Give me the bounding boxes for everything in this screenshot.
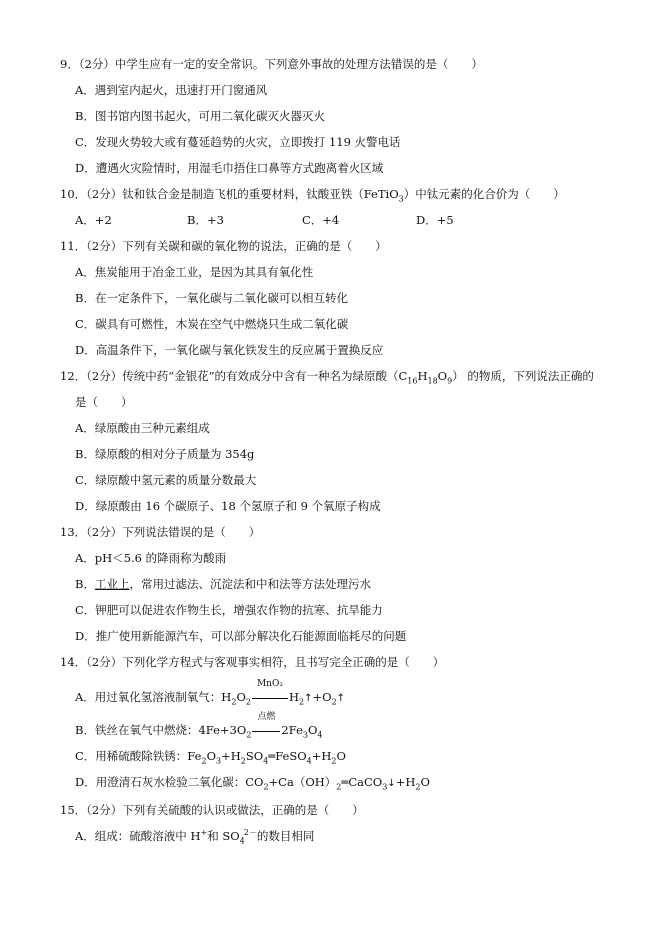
formula-h: H: [417, 369, 428, 383]
question-12-option-c: C．绿原酸中氢元素的质量分数最大: [75, 473, 257, 487]
question-10-stem-text: 10．（2分）钛和钛合金是制造飞机的重要材料，钛酸亚铁（FeTiO: [60, 187, 399, 201]
question-9-option-c: C．发现火势较大或有蔓延趋势的火灾，立即拨打 119 火警电话: [75, 135, 401, 149]
question-13-option-b: [75, 576, 371, 592]
option-text: C．用稀硫酸除铁锈：Fe: [75, 749, 202, 763]
question-13-stem: 13．（2分）下列说法错误的是（ ）: [60, 525, 261, 539]
question-9-option-b: B．图书馆内图书起火，可用二氧化碳灭火器灭火: [75, 109, 325, 123]
formula-o: O: [437, 369, 448, 383]
subscript: 18: [427, 376, 438, 386]
subscript: 3: [398, 194, 404, 204]
question-9-option-d: D．遭遇火灾险情时，用湿毛巾捂住口鼻等方式跑离着火区域: [75, 161, 384, 175]
option-text: D．用澄清石灰水检验二氧化碳：CO: [75, 775, 264, 789]
question-15-stem: 15．（2分）下列有关硫酸的认识或做法，正确的是（ ）: [60, 803, 364, 817]
question-10-option-c: C．+4: [302, 213, 340, 227]
precipitate-arrow-icon: ↓: [387, 778, 396, 789]
catalyst-label: MnO₂: [256, 679, 283, 689]
question-13-option-c: C．钾肥可以促进农作物生长，增强农作物的抗寒、抗旱能力: [75, 603, 383, 617]
formula-part: 和 SO: [207, 829, 240, 843]
question-10-option-d: D．+5: [416, 213, 454, 227]
gas-arrow-icon: ↑: [304, 693, 313, 704]
question-12-stem-text: 12．（2分）传统中药“金银花”的有效成分中含有一种名为绿原酸（C: [60, 369, 408, 383]
question-14-option-b: B．铁丝在氧气中燃烧：$4Fe+3O_2$ 点燃 $2Fe_3O_4$: [75, 712, 323, 740]
question-14-option-c: C．用稀硫酸除铁锈：$Fe_2O_3+H_2SO_4═FeSO_4+H_2O$: [75, 749, 346, 766]
question-12-option-d: D．绿原酸由 16 个碳原子、18 个氢原子和 9 个氧原子构成: [75, 499, 381, 513]
question-11-option-c: C．碳具有可燃性，木炭在空气中燃烧只生成二氧化碳: [75, 317, 349, 331]
question-13-option-a: A．pH＜5.6 的降雨称为酸雨: [75, 551, 227, 565]
question-13-option-d: D．推广使用新能源汽车，可以部分解决化石能源面临耗尽的问题: [75, 629, 407, 643]
question-11-option-b: B．在一定条件下，一氧化碳与二氧化碳可以相互转化: [75, 291, 348, 305]
question-14-option-a: A．用过氧化氢溶液制氧气：$H_2O_2$ MnO₂ $H_2↑+O_2↑$: [75, 679, 346, 707]
question-12-stem-tail: ） 的物质，下列说法正确的: [452, 369, 594, 383]
question-12-option-b: B．绿原酸的相对分子质量为 354g: [75, 447, 255, 461]
question-10-option-a: A．+2: [75, 213, 112, 227]
option-text: A．组成：硫酸溶液中 H: [75, 829, 201, 843]
question-11-option-d: D．高温条件下，一氧化碳与氧化铁发生的反应属于置换反应: [75, 343, 384, 357]
condition-label: 点燃: [257, 712, 276, 722]
question-10-stem: [60, 186, 565, 202]
question-14-option-d: D．用澄清石灰水检验二氧化碳：$CO_2+Ca(OH)_2═CaCO_3↓+H_2O$: [75, 775, 430, 792]
formula-part: ═CaCO: [341, 775, 383, 789]
subscript: 9: [447, 376, 453, 386]
reaction-condition: [252, 712, 280, 738]
question-10-stem-tail: ）中钛元素的化合价为（ ）: [403, 187, 565, 201]
question-9-option-a: A．遇到室内起火，迅速打开门窗通风: [75, 83, 268, 97]
option-letter: B．: [75, 577, 95, 591]
underlined-text: 工业上: [94, 577, 130, 591]
question-10-option-b: B．+3: [187, 213, 224, 227]
question-14-stem: 14．（2分）下列化学方程式与客观事实相符，且书写完全正确的是（ ）: [60, 655, 445, 669]
question-11-option-a: A．焦炭能用于冶金工业，是因为其具有氧化性: [75, 265, 314, 279]
reaction-condition: [252, 679, 288, 705]
gas-arrow-icon: ↑: [336, 693, 346, 704]
question-9-stem: 9．（2分）中学生应有一定的安全常识。下列意外事故的处理方法错误的是（ ）: [60, 57, 483, 71]
option-text-tail: 的数目相同: [256, 829, 315, 843]
question-12-stem-continued: 是（ ）: [75, 395, 133, 409]
question-11-stem: 11．（2分）下列有关碳和碳的氧化物的说法，正确的是（ ）: [60, 239, 387, 253]
question-12-stem: [60, 368, 594, 384]
question-12-option-a: A．绿原酸由三种元素组成: [75, 421, 210, 435]
formula-part: +Ca（OH）: [268, 775, 337, 789]
option-text: A．用过氧化氢溶液制氧气：H: [75, 690, 232, 704]
option-text: ，常用过滤法、沉淀法和中和法等方法处理污水: [129, 577, 371, 591]
option-text: B．铁丝在氧气中燃烧：4Fe+3O: [75, 723, 247, 737]
question-15-option-a: A．组成：硫酸溶液中 H+和 $SO_4^{2-}$的数目相同: [75, 828, 315, 846]
subscript: 16: [407, 376, 418, 386]
